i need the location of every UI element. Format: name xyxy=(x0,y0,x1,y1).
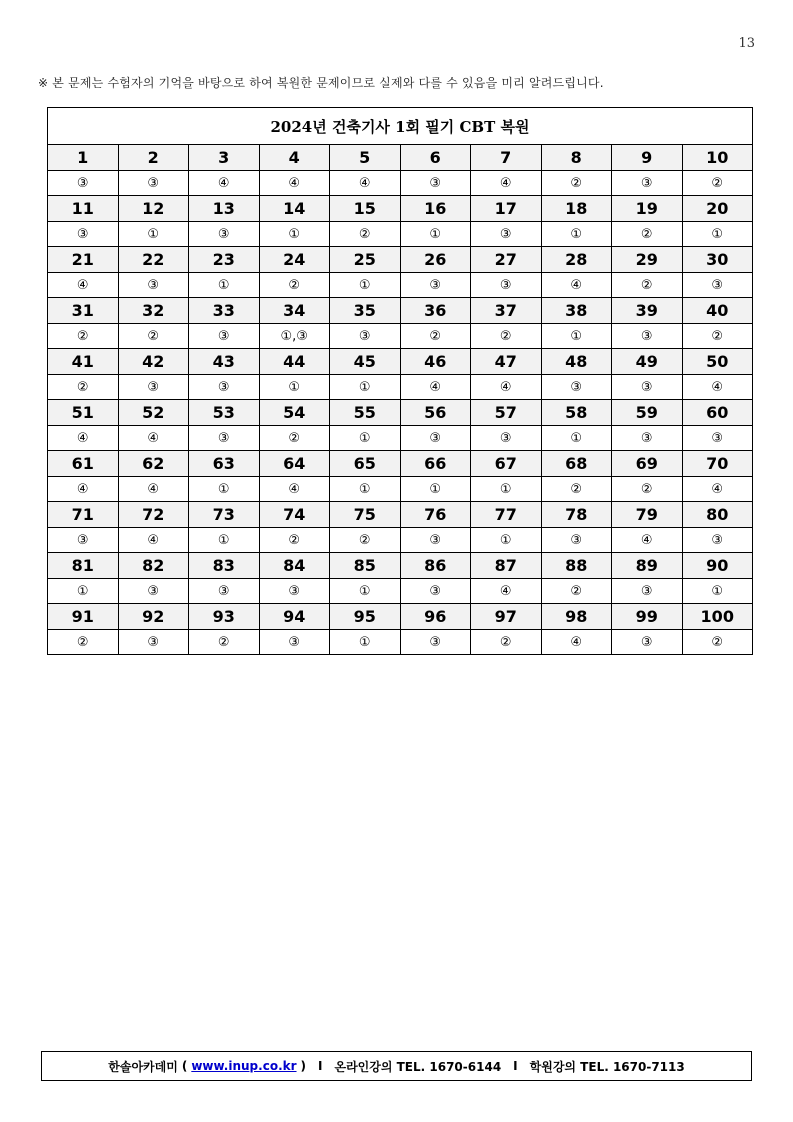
question-number-cell: 51 xyxy=(48,400,119,426)
answer-cell: ② xyxy=(118,324,189,349)
question-number-row xyxy=(48,553,753,579)
answer-cell: ④ xyxy=(48,273,119,298)
answer-cell: ① xyxy=(330,426,401,451)
answer-cell: ③ xyxy=(400,273,471,298)
answer-cell: ① xyxy=(259,222,330,247)
answer-cell: ② xyxy=(541,579,612,604)
question-number-cell: 29 xyxy=(612,247,683,273)
answer-cell: ③ xyxy=(189,579,260,604)
question-number-cell: 78 xyxy=(541,502,612,528)
question-number-cell: 18 xyxy=(541,196,612,222)
question-number-cell: 19 xyxy=(612,196,683,222)
question-number-cell: 27 xyxy=(471,247,542,273)
page-number: 13 xyxy=(738,36,755,51)
answer-cell: ③ xyxy=(118,579,189,604)
question-number-cell: 65 xyxy=(330,451,401,477)
question-number-cell: 36 xyxy=(400,298,471,324)
answer-cell: ③ xyxy=(541,528,612,553)
answer-cell: ① xyxy=(471,528,542,553)
answer-cell: ④ xyxy=(471,579,542,604)
answer-cell: ④ xyxy=(400,375,471,400)
question-number-cell: 89 xyxy=(612,553,683,579)
question-number-cell: 10 xyxy=(682,145,753,171)
answer-cell: ② xyxy=(612,222,683,247)
answer-cell: ③ xyxy=(541,375,612,400)
answer-row xyxy=(48,630,753,655)
question-number-cell: 47 xyxy=(471,349,542,375)
question-number-cell: 99 xyxy=(612,604,683,630)
answer-cell: ① xyxy=(400,222,471,247)
footer-online-tel: 온라인강의 TEL. 1670-6144 xyxy=(334,1059,502,1074)
answer-cell: ③ xyxy=(48,171,119,196)
answer-cell: ③ xyxy=(612,426,683,451)
question-number-cell: 22 xyxy=(118,247,189,273)
footer-separator: I xyxy=(318,1059,323,1073)
answer-cell: ③ xyxy=(118,630,189,655)
question-number-cell: 73 xyxy=(189,502,260,528)
question-number-cell: 86 xyxy=(400,553,471,579)
answer-cell: ③ xyxy=(400,528,471,553)
answer-cell: ③ xyxy=(400,579,471,604)
answer-cell: ② xyxy=(612,273,683,298)
question-number-cell: 68 xyxy=(541,451,612,477)
answer-row xyxy=(48,579,753,604)
answer-cell: ① xyxy=(330,579,401,604)
question-number-cell: 53 xyxy=(189,400,260,426)
question-number-cell: 41 xyxy=(48,349,119,375)
question-number-cell: 21 xyxy=(48,247,119,273)
question-number-cell: 30 xyxy=(682,247,753,273)
answer-row xyxy=(48,273,753,298)
answer-cell: ① xyxy=(189,477,260,502)
answer-row xyxy=(48,477,753,502)
question-number-cell: 37 xyxy=(471,298,542,324)
answer-cell: ③ xyxy=(48,528,119,553)
question-number-cell: 76 xyxy=(400,502,471,528)
answer-cell: ③ xyxy=(259,630,330,655)
answer-cell: ② xyxy=(259,528,330,553)
answer-cell: ④ xyxy=(189,171,260,196)
notice-text: ※ 본 문제는 수험자의 기억을 바탕으로 하여 복원한 문제이므로 실제와 다를 수 있음을 미리 알려드립니다. xyxy=(38,76,604,90)
answer-cell: ① xyxy=(48,579,119,604)
question-number-cell: 97 xyxy=(471,604,542,630)
question-number-cell: 72 xyxy=(118,502,189,528)
question-number-cell: 5 xyxy=(330,145,401,171)
answer-cell: ④ xyxy=(118,426,189,451)
question-number-cell: 59 xyxy=(612,400,683,426)
answer-table xyxy=(47,107,753,655)
answer-cell: ④ xyxy=(48,477,119,502)
table-title: 2024년 건축기사 1회 필기 CBT 복원 xyxy=(48,108,753,145)
answer-row xyxy=(48,528,753,553)
question-number-cell: 4 xyxy=(259,145,330,171)
answer-cell: ③ xyxy=(118,375,189,400)
question-number-cell: 24 xyxy=(259,247,330,273)
answer-cell: ③ xyxy=(259,579,330,604)
answer-cell: ④ xyxy=(471,171,542,196)
footer xyxy=(41,1051,752,1081)
footer-paren-close: ) xyxy=(300,1059,307,1073)
question-number-cell: 3 xyxy=(189,145,260,171)
question-number-cell: 40 xyxy=(682,298,753,324)
answer-row xyxy=(48,426,753,451)
answer-cell: ② xyxy=(189,630,260,655)
question-number-cell: 79 xyxy=(612,502,683,528)
question-number-cell: 87 xyxy=(471,553,542,579)
question-number-cell: 92 xyxy=(118,604,189,630)
answer-cell: ③ xyxy=(400,630,471,655)
answer-cell: ④ xyxy=(682,375,753,400)
question-number-cell: 15 xyxy=(330,196,401,222)
answer-cell: ③ xyxy=(189,222,260,247)
answer-cell: ② xyxy=(330,222,401,247)
answer-cell: ② xyxy=(612,477,683,502)
question-number-cell: 23 xyxy=(189,247,260,273)
answer-cell: ① xyxy=(400,477,471,502)
answer-cell: ③ xyxy=(682,426,753,451)
answer-cell: ① xyxy=(330,477,401,502)
answer-cell: ③ xyxy=(189,426,260,451)
question-number-cell: 83 xyxy=(189,553,260,579)
question-number-cell: 94 xyxy=(259,604,330,630)
question-number-cell: 57 xyxy=(471,400,542,426)
answer-cell: ② xyxy=(259,273,330,298)
question-number-cell: 54 xyxy=(259,400,330,426)
answer-cell: ③ xyxy=(189,324,260,349)
question-number-cell: 60 xyxy=(682,400,753,426)
answer-cell: ① xyxy=(118,222,189,247)
answer-cell: ② xyxy=(48,324,119,349)
answer-cell: ① xyxy=(189,528,260,553)
question-number-cell: 11 xyxy=(48,196,119,222)
answer-row xyxy=(48,171,753,196)
question-number-cell: 33 xyxy=(189,298,260,324)
question-number-cell: 52 xyxy=(118,400,189,426)
footer-paren-open: ( xyxy=(181,1059,188,1073)
question-number-row xyxy=(48,298,753,324)
question-number-cell: 45 xyxy=(330,349,401,375)
answer-cell: ④ xyxy=(682,477,753,502)
answer-cell: ② xyxy=(400,324,471,349)
question-number-cell: 81 xyxy=(48,553,119,579)
question-number-cell: 88 xyxy=(541,553,612,579)
answer-cell: ① xyxy=(541,222,612,247)
question-number-cell: 28 xyxy=(541,247,612,273)
question-number-cell: 63 xyxy=(189,451,260,477)
answer-cell: ④ xyxy=(541,273,612,298)
answer-cell: ③ xyxy=(400,171,471,196)
question-number-cell: 93 xyxy=(189,604,260,630)
question-number-cell: 71 xyxy=(48,502,119,528)
question-number-cell: 25 xyxy=(330,247,401,273)
answer-cell: ① xyxy=(541,324,612,349)
answer-cell: ② xyxy=(541,477,612,502)
answer-row xyxy=(48,375,753,400)
question-number-cell: 43 xyxy=(189,349,260,375)
footer-url-link[interactable]: www.inup.co.kr xyxy=(191,1059,297,1073)
answer-cell: ② xyxy=(541,171,612,196)
answer-cell: ③ xyxy=(612,171,683,196)
question-number-cell: 20 xyxy=(682,196,753,222)
answer-cell: ①,③ xyxy=(259,324,330,349)
answer-cell: ② xyxy=(330,528,401,553)
question-number-cell: 42 xyxy=(118,349,189,375)
answer-cell: ③ xyxy=(612,579,683,604)
answer-cell: ③ xyxy=(612,375,683,400)
answer-cell: ① xyxy=(682,222,753,247)
answer-cell: ③ xyxy=(612,630,683,655)
answer-cell: ② xyxy=(682,324,753,349)
answer-cell: ① xyxy=(259,375,330,400)
question-number-cell: 38 xyxy=(541,298,612,324)
question-number-cell: 55 xyxy=(330,400,401,426)
question-number-row xyxy=(48,196,753,222)
answer-cell: ③ xyxy=(612,324,683,349)
footer-academy: 한솔아카데미 xyxy=(108,1059,178,1074)
answer-cell: ① xyxy=(330,630,401,655)
answer-cell: ④ xyxy=(259,171,330,196)
answer-cell: ① xyxy=(471,477,542,502)
question-number-cell: 96 xyxy=(400,604,471,630)
answer-cell: ① xyxy=(682,579,753,604)
question-number-cell: 7 xyxy=(471,145,542,171)
question-number-row xyxy=(48,502,753,528)
footer-offline-tel: 학원강의 TEL. 1670-7113 xyxy=(529,1059,685,1074)
question-number-row xyxy=(48,145,753,171)
answer-cell: ④ xyxy=(330,171,401,196)
answer-cell: ④ xyxy=(118,477,189,502)
question-number-cell: 70 xyxy=(682,451,753,477)
answer-cell: ③ xyxy=(471,222,542,247)
question-number-cell: 82 xyxy=(118,553,189,579)
question-number-cell: 2 xyxy=(118,145,189,171)
question-number-cell: 50 xyxy=(682,349,753,375)
answer-cell: ③ xyxy=(330,324,401,349)
question-number-cell: 14 xyxy=(259,196,330,222)
question-number-cell: 48 xyxy=(541,349,612,375)
question-number-cell: 39 xyxy=(612,298,683,324)
question-number-cell: 61 xyxy=(48,451,119,477)
question-number-cell: 77 xyxy=(471,502,542,528)
answer-cell: ② xyxy=(48,375,119,400)
question-number-cell: 44 xyxy=(259,349,330,375)
answer-cell: ③ xyxy=(682,528,753,553)
question-number-row xyxy=(48,451,753,477)
question-number-cell: 80 xyxy=(682,502,753,528)
answer-cell: ③ xyxy=(471,426,542,451)
answer-cell: ② xyxy=(682,630,753,655)
question-number-cell: 17 xyxy=(471,196,542,222)
answer-cell: ④ xyxy=(48,426,119,451)
answer-cell: ② xyxy=(682,171,753,196)
question-number-cell: 56 xyxy=(400,400,471,426)
question-number-cell: 16 xyxy=(400,196,471,222)
question-number-cell: 95 xyxy=(330,604,401,630)
question-number-cell: 1 xyxy=(48,145,119,171)
answer-cell: ④ xyxy=(612,528,683,553)
question-number-cell: 46 xyxy=(400,349,471,375)
question-number-row xyxy=(48,604,753,630)
question-number-cell: 35 xyxy=(330,298,401,324)
answer-cell: ③ xyxy=(189,375,260,400)
answer-cell: ① xyxy=(541,426,612,451)
question-number-cell: 67 xyxy=(471,451,542,477)
question-number-cell: 100 xyxy=(682,604,753,630)
question-number-cell: 9 xyxy=(612,145,683,171)
question-number-cell: 8 xyxy=(541,145,612,171)
answer-cell: ① xyxy=(330,375,401,400)
question-number-row xyxy=(48,400,753,426)
answer-cell: ③ xyxy=(682,273,753,298)
question-number-cell: 32 xyxy=(118,298,189,324)
answer-cell: ③ xyxy=(400,426,471,451)
footer-separator: I xyxy=(513,1059,518,1073)
question-number-cell: 75 xyxy=(330,502,401,528)
question-number-row xyxy=(48,349,753,375)
answer-cell: ③ xyxy=(118,171,189,196)
question-number-cell: 66 xyxy=(400,451,471,477)
answer-cell: ③ xyxy=(48,222,119,247)
answer-cell: ② xyxy=(471,324,542,349)
question-number-cell: 84 xyxy=(259,553,330,579)
question-number-cell: 13 xyxy=(189,196,260,222)
question-number-cell: 74 xyxy=(259,502,330,528)
question-number-row xyxy=(48,247,753,273)
answer-cell: ④ xyxy=(471,375,542,400)
answer-cell: ① xyxy=(330,273,401,298)
answer-row xyxy=(48,222,753,247)
question-number-cell: 62 xyxy=(118,451,189,477)
question-number-cell: 26 xyxy=(400,247,471,273)
answer-cell: ① xyxy=(189,273,260,298)
answer-cell: ④ xyxy=(259,477,330,502)
question-number-cell: 6 xyxy=(400,145,471,171)
answer-cell: ④ xyxy=(541,630,612,655)
question-number-cell: 34 xyxy=(259,298,330,324)
answer-cell: ② xyxy=(48,630,119,655)
question-number-cell: 90 xyxy=(682,553,753,579)
question-number-cell: 12 xyxy=(118,196,189,222)
answer-cell: ③ xyxy=(118,273,189,298)
answer-cell: ② xyxy=(259,426,330,451)
question-number-cell: 85 xyxy=(330,553,401,579)
question-number-cell: 91 xyxy=(48,604,119,630)
question-number-cell: 98 xyxy=(541,604,612,630)
answer-cell: ② xyxy=(471,630,542,655)
answer-row xyxy=(48,324,753,349)
question-number-cell: 49 xyxy=(612,349,683,375)
question-number-cell: 58 xyxy=(541,400,612,426)
answer-cell: ④ xyxy=(118,528,189,553)
question-number-cell: 64 xyxy=(259,451,330,477)
question-number-cell: 69 xyxy=(612,451,683,477)
question-number-cell: 31 xyxy=(48,298,119,324)
answer-cell: ③ xyxy=(471,273,542,298)
